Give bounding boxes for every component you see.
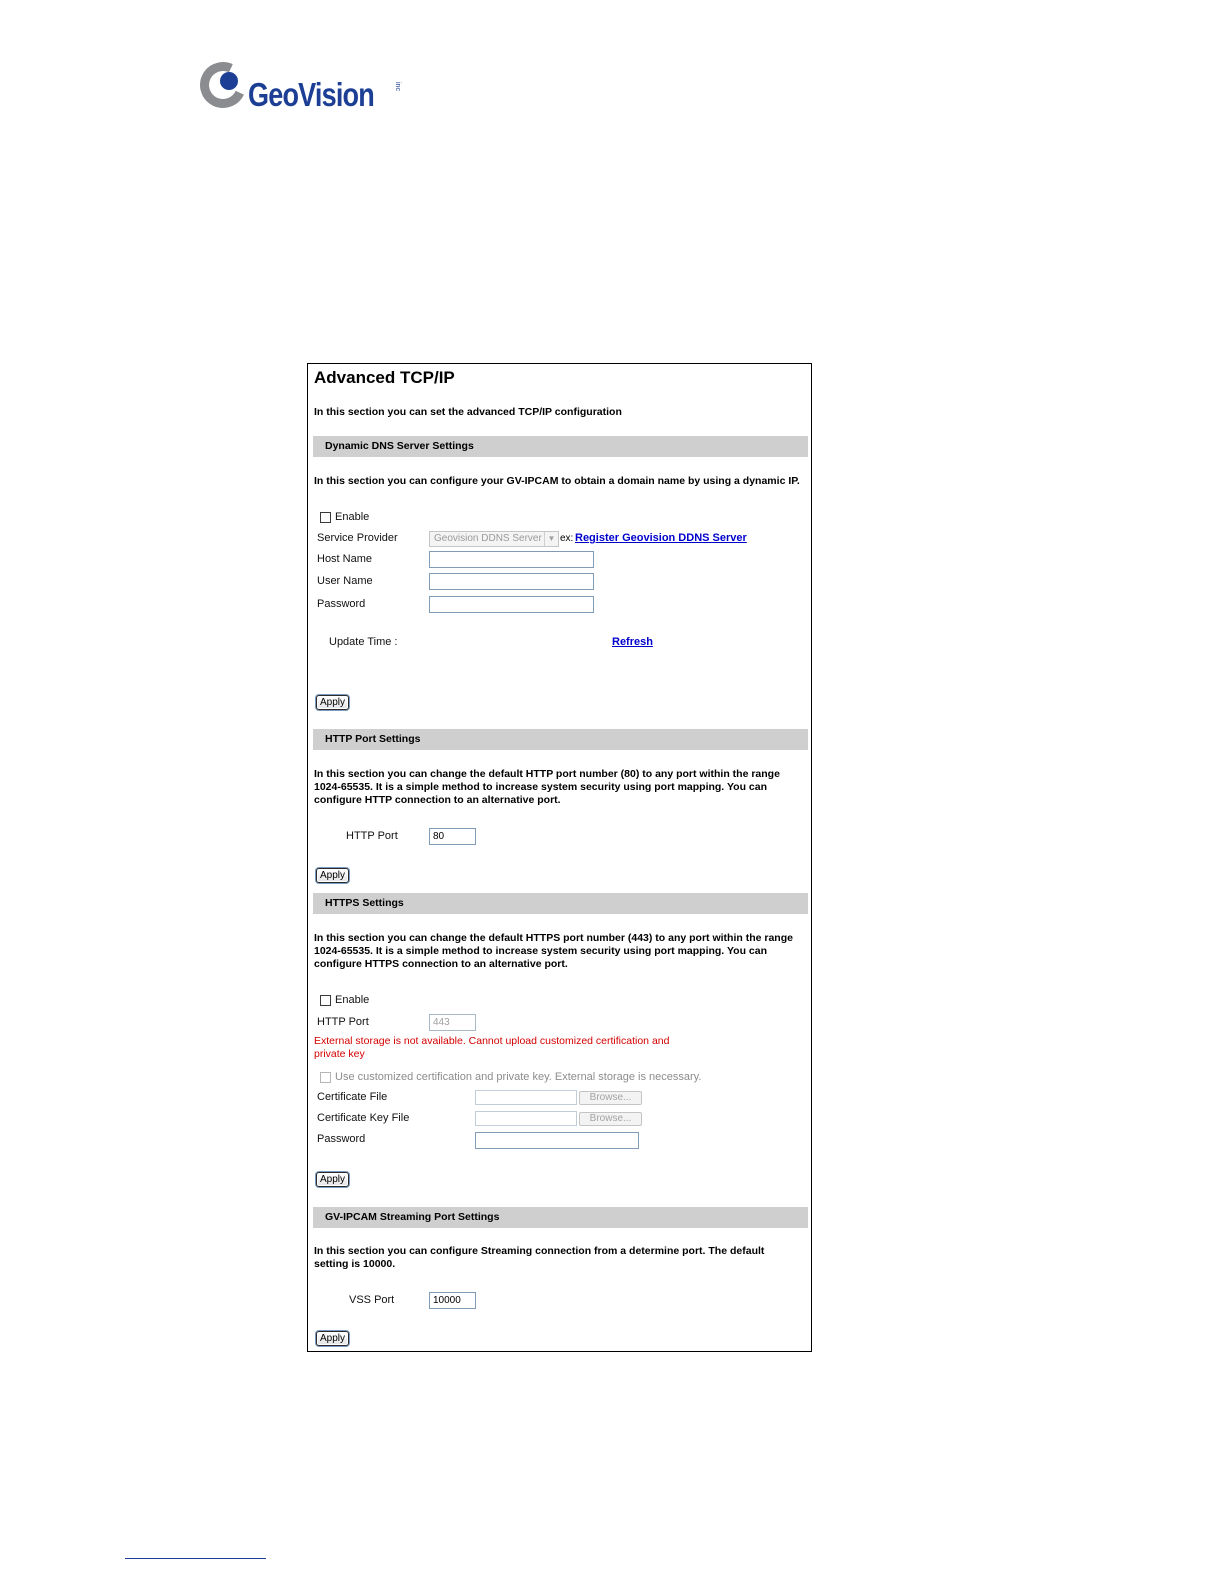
streaming-description-line-1: In this section you can configure Streaming connection from a determine port. The default xyxy=(314,1245,765,1257)
storage-warning-line-1: External storage is not available. Cannot upload customized certification and xyxy=(314,1035,670,1047)
streaming-section-header: GV-IPCAM Streaming Port Settings xyxy=(313,1207,808,1228)
vss-port-label: VSS Port xyxy=(349,1294,395,1306)
geovision-logo xyxy=(200,60,410,116)
logo-wordmark: GeoVision xyxy=(248,76,374,113)
cert-file-label: Certificate File xyxy=(317,1091,388,1103)
https-description-line-3: configure HTTPS connection to an alternative port. xyxy=(314,958,568,970)
user-name-input[interactable] xyxy=(429,573,594,590)
logo-suffix: inc xyxy=(394,82,401,91)
update-time-label: Update Time : xyxy=(329,636,398,648)
http-apply-button[interactable]: Apply xyxy=(316,868,349,883)
http-port-label: HTTP Port xyxy=(346,830,398,842)
cert-key-file-label: Certificate Key File xyxy=(317,1112,410,1124)
refresh-link[interactable]: Refresh xyxy=(612,636,653,648)
cert-key-file-browse-button[interactable]: Browse... xyxy=(579,1112,642,1126)
cert-file-input[interactable] xyxy=(475,1090,577,1105)
host-name-label: Host Name xyxy=(317,553,373,565)
register-ddns-link[interactable]: Register Geovision DDNS Server xyxy=(575,532,747,544)
http-description-line-3: configure HTTP connection to an alternative port. xyxy=(314,794,561,806)
streaming-apply-button[interactable]: Apply xyxy=(316,1331,349,1346)
https-password-input[interactable] xyxy=(475,1132,639,1149)
service-provider-value: Geovision DDNS Server xyxy=(434,533,542,544)
page-intro: In this section you can set the advanced TCP/IP configuration xyxy=(314,406,622,418)
http-description-line-1: In this section you can change the default HTTP port number (80) to any port within the range xyxy=(314,768,780,780)
https-apply-button[interactable]: Apply xyxy=(316,1172,349,1187)
https-section-header: HTTPS Settings xyxy=(313,893,808,914)
https-description-line-2: 1024-65535. It is a simple method to increase system security using port mapping. You can xyxy=(314,945,768,957)
ddns-section-header: Dynamic DNS Server Settings xyxy=(313,436,808,457)
vss-port-input[interactable]: 10000 xyxy=(429,1292,476,1309)
user-name-label: User Name xyxy=(317,575,373,587)
ddns-password-label: Password xyxy=(317,598,366,610)
https-enable-checkbox[interactable] xyxy=(320,995,331,1006)
http-section-header: HTTP Port Settings xyxy=(313,729,808,750)
https-description-line-1: In this section you can change the default HTTPS port number (443) to any port within the range xyxy=(314,932,793,944)
custom-cert-label: Use customized certification and private key. External storage is necessary. xyxy=(335,1071,702,1083)
service-provider-label: Service Provider xyxy=(317,532,398,544)
https-port-label: HTTP Port xyxy=(317,1016,369,1028)
cert-file-browse-button[interactable]: Browse... xyxy=(579,1091,642,1105)
ex-label: ex: xyxy=(560,533,574,544)
ddns-enable-label: Enable xyxy=(335,511,370,523)
https-password-label: Password xyxy=(317,1133,366,1145)
ddns-description: In this section you can configure your GV-IPCAM to obtain a domain name by using a dynamic IP. xyxy=(314,475,800,487)
cert-key-file-input[interactable] xyxy=(475,1111,577,1126)
http-port-input[interactable]: 80 xyxy=(429,828,476,845)
host-name-input[interactable] xyxy=(429,551,594,568)
https-port-input[interactable]: 443 xyxy=(429,1014,476,1031)
service-provider-select[interactable] xyxy=(429,531,559,547)
http-description-line-2: 1024-65535. It is a simple method to increase system security using port mapping. You can xyxy=(314,781,768,793)
storage-warning-line-2: private key xyxy=(314,1048,365,1060)
custom-cert-checkbox[interactable] xyxy=(320,1072,331,1083)
advanced-tcpip-panel xyxy=(307,363,812,1352)
https-enable-label: Enable xyxy=(335,994,370,1006)
footer-divider xyxy=(125,1558,266,1559)
chevron-down-icon: ▼ xyxy=(544,532,558,546)
ddns-apply-button[interactable]: Apply xyxy=(316,695,349,710)
page-title: Advanced TCP/IP xyxy=(314,368,455,387)
logo-dot-icon xyxy=(220,72,238,90)
ddns-enable-checkbox[interactable] xyxy=(320,512,331,523)
streaming-description-line-2: setting is 10000. xyxy=(314,1258,396,1270)
ddns-password-input[interactable] xyxy=(429,596,594,613)
